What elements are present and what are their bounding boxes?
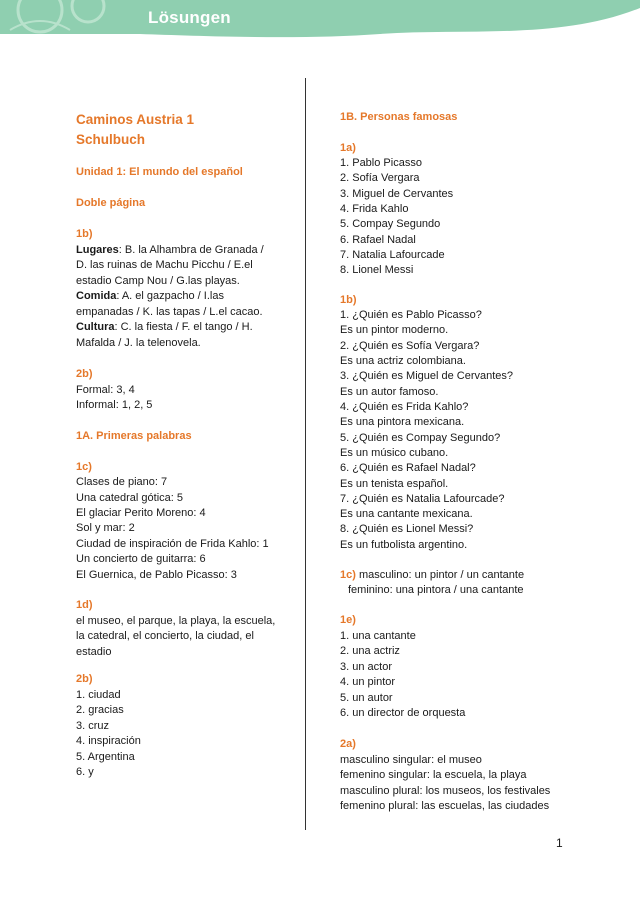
answer-line: la catedral, el concierto, la ciudad, el xyxy=(76,630,254,642)
answer-line: Lugares: B. la Alhambra de Granada / xyxy=(76,244,264,256)
answer-line: masculino plural: los museos, los festivales xyxy=(340,785,551,797)
answer-line: Mafalda / J. la telenovela. xyxy=(76,337,201,349)
answer-line: El Guernica, de Pablo Picasso: 3 xyxy=(76,569,237,581)
answer-line: 5. Compay Segundo xyxy=(340,218,441,230)
answer-line: El glaciar Perito Moreno: 4 xyxy=(76,507,206,519)
answer-line: Una catedral gótica: 5 xyxy=(76,492,184,504)
answer-line: 2. una actriz xyxy=(340,645,400,657)
answer-line: empanadas / K. las tapas / L.el cacao. xyxy=(76,306,263,318)
exercise-label-1d: 1d) xyxy=(76,599,93,611)
answer-line: 4. Frida Kahlo xyxy=(340,203,409,215)
answer-line: 4. inspiración xyxy=(76,735,141,747)
answer-line: feminino: una pintora / una cantante xyxy=(348,584,524,596)
section-heading-1b: 1B. Personas famosas xyxy=(340,111,458,123)
book-title-line-2: Schulbuch xyxy=(76,132,146,147)
answer-line: 3. un actor xyxy=(340,661,392,673)
answer-line: Formal: 3, 4 xyxy=(76,384,135,396)
exercise-1c-line: 1c) masculino: un pintor / un cantante xyxy=(340,569,525,581)
answer-line: Es una pintora mexicana. xyxy=(340,416,465,428)
answer-line: Comida: A. el gazpacho / I.las xyxy=(76,290,224,302)
answer-line: 3. cruz xyxy=(76,720,110,732)
answer-line: 1. una cantante xyxy=(340,630,416,642)
answer-line: 6. Rafael Nadal xyxy=(340,234,416,246)
answer-line: Es un autor famoso. xyxy=(340,386,439,398)
answer-line: Es un músico cubano. xyxy=(340,447,449,459)
answer-line: Es un pintor moderno. xyxy=(340,324,449,336)
answer-line: Un concierto de guitarra: 6 xyxy=(76,553,206,565)
answer-line: Cultura: C. la fiesta / F. el tango / H. xyxy=(76,321,253,333)
answer-line: estadio xyxy=(76,646,112,658)
column-divider xyxy=(305,78,306,830)
answer-line: D. las ruinas de Machu Picchu / E.el xyxy=(76,259,253,271)
answer-line: 2. ¿Quién es Sofía Vergara? xyxy=(340,340,480,352)
answer-line: 5. Argentina xyxy=(76,751,135,763)
answer-line: 8. Lionel Messi xyxy=(340,264,414,276)
answer-line: 1. Pablo Picasso xyxy=(340,157,422,169)
exercise-label-1a: 1a) xyxy=(340,142,356,154)
answer-line: estadio Camp Nou / G.las playas. xyxy=(76,275,240,287)
answer-line: femenino singular: la escuela, la playa xyxy=(340,769,527,781)
exercise-label-2b: 2b) xyxy=(76,368,93,380)
exercise-label-1c-right: 1c) xyxy=(340,569,356,581)
answer-line: 5. ¿Quién es Compay Segundo? xyxy=(340,432,501,444)
answer-line: 2. Sofía Vergara xyxy=(340,172,420,184)
answer-line: 1. ciudad xyxy=(76,689,121,701)
answer-line: Ciudad de inspiración de Frida Kahlo: 1 xyxy=(76,538,269,550)
answer-line: Clases de piano: 7 xyxy=(76,476,168,488)
answer-line: 3. ¿Quién es Miguel de Cervantes? xyxy=(340,370,514,382)
answer-line: Sol y mar: 2 xyxy=(76,522,135,534)
answer-line: 6. un director de orquesta xyxy=(340,707,466,719)
page-number: 1 xyxy=(556,836,563,850)
header-banner xyxy=(0,0,640,38)
answer-line: 6. y xyxy=(76,766,94,778)
answer-line: masculino singular: el museo xyxy=(340,754,482,766)
unit-title: Unidad 1: El mundo del español xyxy=(76,166,243,178)
answer-line: 4. un pintor xyxy=(340,676,396,688)
answer-line: 2. gracias xyxy=(76,704,124,716)
answer-line: Es una cantante mexicana. xyxy=(340,508,473,520)
exercise-label-2b-second: 2b) xyxy=(76,673,93,685)
answer-line: Es un futbolista argentino. xyxy=(340,539,468,551)
answer-line: 8. ¿Quién es Lionel Messi? xyxy=(340,523,474,535)
exercise-label-1b-right: 1b) xyxy=(340,294,357,306)
answer-line: 4. ¿Quién es Frida Kahlo? xyxy=(340,401,469,413)
answer-line: Informal: 1, 2, 5 xyxy=(76,399,153,411)
section-heading-1a: 1A. Primeras palabras xyxy=(76,430,192,442)
answer-line: Es un tenista español. xyxy=(340,478,449,490)
answer-line: el museo, el parque, la playa, la escuela, xyxy=(76,615,276,627)
exercise-label-1e: 1e) xyxy=(340,614,356,626)
exercise-label-1b: 1b) xyxy=(76,228,93,240)
answer-line: femenino plural: las escuelas, las ciudades xyxy=(340,800,550,812)
header-title: Lösungen xyxy=(148,8,231,27)
answer-line: Es una actriz colombiana. xyxy=(340,355,466,367)
answer-line: 3. Miguel de Cervantes xyxy=(340,188,454,200)
exercise-label-2a: 2a) xyxy=(340,738,356,750)
book-title-line-1: Caminos Austria 1 xyxy=(76,112,195,127)
answer-line: 7. ¿Quién es Natalia Lafourcade? xyxy=(340,493,505,505)
answer-line: 6. ¿Quién es Rafael Nadal? xyxy=(340,462,476,474)
answer-line: 1. ¿Quién es Pablo Picasso? xyxy=(340,309,482,321)
banner-background xyxy=(0,0,640,38)
exercise-label-1c: 1c) xyxy=(76,461,92,473)
answer-line: 5. un autor xyxy=(340,692,393,704)
answer-line: 7. Natalia Lafourcade xyxy=(340,249,445,261)
section-title: Doble página xyxy=(76,197,146,209)
